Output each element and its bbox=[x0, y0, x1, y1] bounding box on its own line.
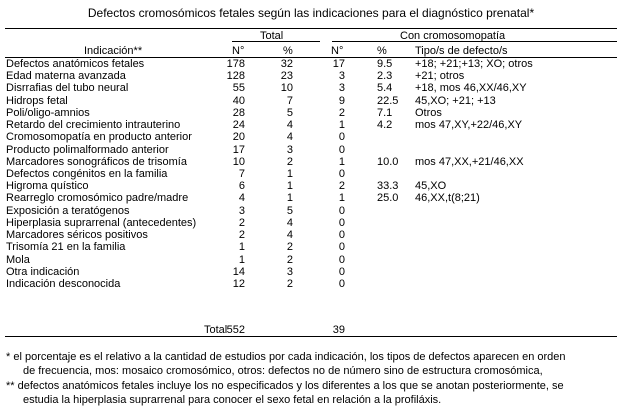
row-n2: 0 bbox=[338, 229, 345, 242]
row-label: Defectos anatómicos fetales bbox=[6, 58, 145, 70]
rule-bottom bbox=[5, 336, 617, 337]
row-n: 17 bbox=[232, 143, 245, 156]
row-label: Indicación desconocida bbox=[6, 277, 121, 290]
row-n2: 2 bbox=[338, 180, 345, 193]
row-pct: 3 bbox=[286, 265, 293, 278]
row-pct: 4 bbox=[286, 131, 293, 144]
row-n2: 0 bbox=[338, 143, 345, 156]
row-n2: 3 bbox=[338, 82, 345, 95]
row-pct: 10 bbox=[280, 82, 293, 95]
row-n: 14 bbox=[232, 265, 245, 278]
row-n: 1 bbox=[238, 241, 245, 254]
row-n: 2 bbox=[238, 229, 245, 242]
row-pct2: 33.3 bbox=[377, 180, 399, 193]
row-tipo: +21; otros bbox=[415, 70, 465, 83]
row-n2: 0 bbox=[338, 204, 345, 217]
row-label: Rearreglo cromosómico padre/madre bbox=[6, 192, 189, 205]
row-n: 10 bbox=[232, 155, 245, 168]
row-pct: 2 bbox=[286, 155, 293, 168]
row-n2: 1 bbox=[338, 119, 345, 132]
row-n2: 0 bbox=[338, 253, 345, 266]
row-label: Marcadores sonográficos de trisomía bbox=[6, 155, 187, 168]
row-pct2: 22.5 bbox=[377, 94, 399, 107]
row-tipo: +18; +21;+13; XO; otros bbox=[415, 58, 533, 70]
row-label: Edad materna avanzada bbox=[6, 70, 126, 83]
row-n2: 1 bbox=[338, 155, 345, 168]
row-n2: 2 bbox=[338, 106, 345, 119]
row-n: 6 bbox=[238, 180, 245, 193]
row-n2: 0 bbox=[338, 131, 345, 144]
rule-top bbox=[5, 28, 617, 29]
header-pct2: % bbox=[377, 45, 387, 57]
row-n2: 17 bbox=[332, 58, 345, 70]
row-pct2: 25.0 bbox=[377, 192, 399, 205]
footnote-3: ** defectos anatómicos fetales incluye los no especificados y los diferentes a los que se anotan posteriormente, se bbox=[6, 380, 564, 392]
footnote-1: * el porcentaje es el relativo a la cantidad de estudios por cada indicación, los tipos de defectos aparecen en orden bbox=[6, 351, 566, 363]
row-pct2: 4.2 bbox=[377, 119, 393, 132]
row-tipo: 45,XO; +21; +13 bbox=[415, 94, 496, 107]
row-pct: 4 bbox=[286, 216, 293, 229]
row-n: 24 bbox=[232, 119, 245, 132]
row-pct2: 9.5 bbox=[377, 58, 393, 70]
row-label: Producto polimalformado anterior bbox=[6, 143, 169, 156]
row-label: Otra indicación bbox=[6, 265, 80, 278]
header-n: N° bbox=[232, 45, 245, 57]
header-indicacion: Indicación** bbox=[84, 45, 143, 57]
header-cromo-group: Con cromosomopatía bbox=[400, 30, 506, 42]
row-tipo: +18, mos 46,XX/46,XY bbox=[415, 82, 527, 95]
row-tipo: mos 47,XY,+22/46,XY bbox=[415, 119, 523, 132]
row-label: Marcadores séricos positivos bbox=[6, 229, 148, 242]
row-label: Retardo del crecimiento intrauterino bbox=[6, 119, 181, 132]
row-tipo: 46,XX,t(8;21) bbox=[415, 192, 480, 205]
header-n2: N° bbox=[331, 45, 344, 57]
row-n2: 0 bbox=[338, 277, 345, 290]
row-pct: 5 bbox=[286, 204, 293, 217]
total-n2: 39 bbox=[332, 324, 345, 336]
header-pct: % bbox=[283, 45, 293, 57]
row-label: Defectos congénitos en la familia bbox=[6, 167, 168, 180]
row-n: 178 bbox=[226, 58, 245, 70]
row-pct: 2 bbox=[286, 277, 293, 290]
row-pct2: 7.1 bbox=[377, 106, 393, 119]
row-n2: 0 bbox=[338, 216, 345, 229]
row-n: 128 bbox=[226, 70, 245, 83]
header-total-group: Total bbox=[260, 30, 284, 42]
row-tipo: 45,XO bbox=[415, 180, 447, 193]
row-pct2: 2.3 bbox=[377, 70, 393, 83]
row-pct: 2 bbox=[286, 253, 293, 266]
row-n2: 3 bbox=[338, 70, 345, 83]
row-label: Mola bbox=[6, 253, 30, 266]
row-pct: 5 bbox=[286, 106, 293, 119]
row-label: Hidrops fetal bbox=[6, 94, 68, 107]
row-pct: 23 bbox=[280, 70, 293, 83]
row-pct: 1 bbox=[286, 192, 293, 205]
footnote-4: estudia la hiperplasia suprarrenal para conocer el sexo fetal en relación a la profiláxis. bbox=[23, 394, 442, 406]
row-n: 12 bbox=[232, 277, 245, 290]
row-pct2: 5.4 bbox=[377, 82, 393, 95]
row-label: Exposición a teratógenos bbox=[6, 204, 130, 217]
row-pct: 2 bbox=[286, 241, 293, 254]
row-n2: 0 bbox=[338, 265, 345, 278]
row-n: 1 bbox=[238, 253, 245, 266]
row-label: Cromosomopatía en producto anterior bbox=[6, 131, 192, 144]
row-n2: 0 bbox=[338, 241, 345, 254]
total-n: 552 bbox=[226, 324, 245, 336]
row-label: Hiperplasia suprarrenal (antecedentes) bbox=[6, 216, 197, 229]
row-n: 20 bbox=[232, 131, 245, 144]
footnote-2: de frecuencia, mos: mosaico cromosómico, otros: defectos no de número sino de estructura cromosómica, bbox=[23, 365, 543, 377]
row-tipo: Otros bbox=[415, 106, 442, 119]
row-n: 2 bbox=[238, 216, 245, 229]
row-n: 3 bbox=[238, 204, 245, 217]
row-pct: 3 bbox=[286, 143, 293, 156]
row-pct: 4 bbox=[286, 229, 293, 242]
row-pct: 7 bbox=[286, 94, 293, 107]
row-n: 40 bbox=[232, 94, 245, 107]
row-pct: 1 bbox=[286, 180, 293, 193]
row-pct: 32 bbox=[280, 58, 293, 70]
row-label: Trisomía 21 en la familia bbox=[6, 241, 126, 254]
row-label: Disrrafias del tubo neural bbox=[6, 82, 129, 95]
total-label: Total bbox=[204, 324, 228, 336]
row-pct: 4 bbox=[286, 119, 293, 132]
row-pct: 1 bbox=[286, 167, 293, 180]
row-tipo: mos 47,XX,+21/46,XX bbox=[415, 155, 524, 168]
table-title: Defectos cromosómicos fetales según las indicaciones para el diagnóstico prenatal* bbox=[87, 6, 535, 20]
row-n: 7 bbox=[238, 167, 245, 180]
row-n2: 1 bbox=[338, 192, 345, 205]
row-label: Higroma quístico bbox=[6, 180, 89, 193]
row-n: 55 bbox=[232, 82, 245, 95]
row-n2: 0 bbox=[338, 167, 345, 180]
row-n: 4 bbox=[238, 192, 245, 205]
row-pct2: 10.0 bbox=[377, 155, 399, 168]
row-n2: 9 bbox=[338, 94, 345, 107]
row-label: Poli/oligo-amnios bbox=[6, 106, 90, 119]
row-n: 28 bbox=[232, 106, 245, 119]
header-tipo: Tipo/s de defecto/s bbox=[415, 45, 508, 57]
